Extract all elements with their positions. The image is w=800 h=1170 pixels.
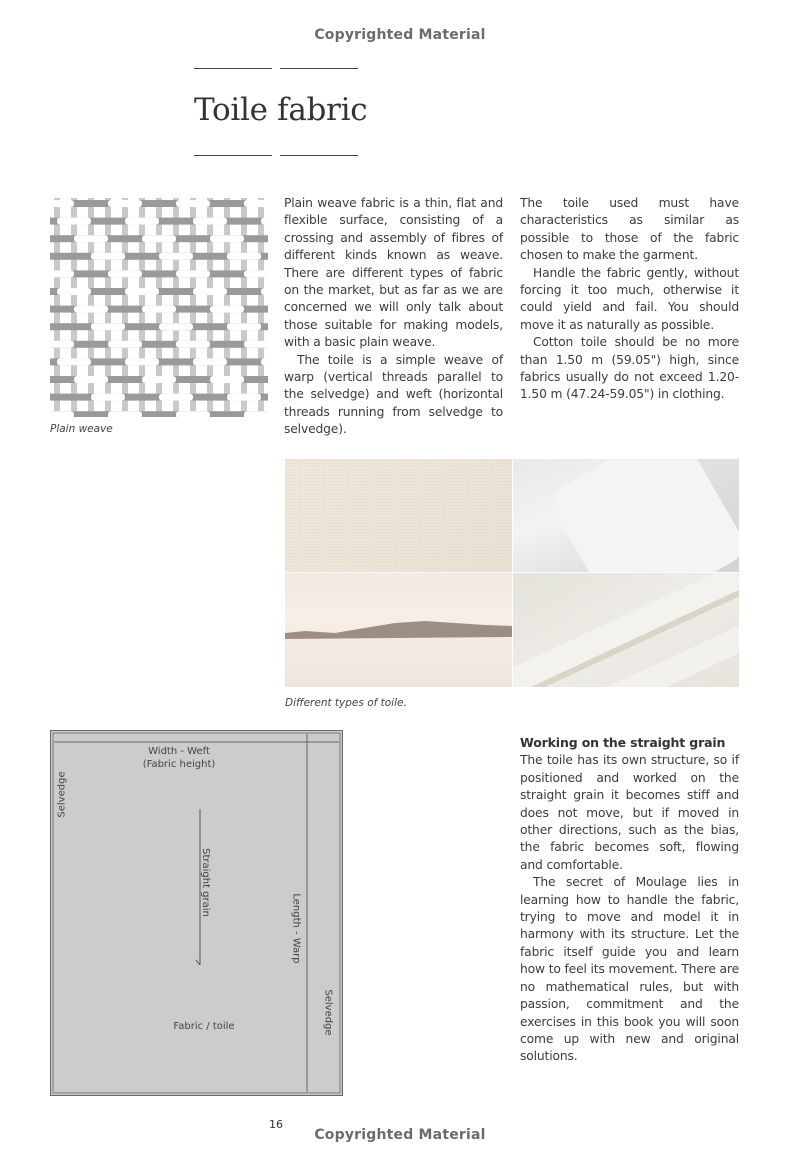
horizon-silhouette-icon — [285, 573, 512, 687]
photo-sheer-toile-backlit — [285, 573, 512, 687]
weft-float — [176, 341, 210, 348]
paragraph: Cotton toile should be no more than 1.50 m (59.05") high, since fabrics usually do not exceed 1.20-1.50 m (47.24-59.05") in clothing. — [520, 335, 739, 402]
weft-float — [108, 270, 142, 277]
photo-white-draped-toile — [513, 459, 739, 572]
weft-float — [159, 253, 193, 260]
weft-float — [142, 376, 176, 383]
weft-float — [142, 306, 176, 313]
weft-float — [193, 288, 227, 295]
plain-weave-pattern-icon — [50, 198, 268, 417]
weft-float — [261, 358, 268, 365]
plain-weave-caption: Plain weave — [50, 423, 113, 435]
photo-grid-caption: Different types of toile. — [285, 697, 407, 709]
weft-float — [91, 253, 125, 260]
weft-float — [125, 288, 159, 295]
paragraph: The toile used must have characteristics as similar as possible to those of the fabric chosen to make the garment. — [520, 196, 739, 263]
weft-float — [244, 411, 268, 417]
photo-beige-canvas-toile — [285, 459, 512, 572]
length-warp-label: Length - Warp — [290, 893, 302, 964]
weft-float — [176, 200, 210, 207]
page-title: Toile fabric — [194, 92, 368, 128]
weft-float — [57, 218, 91, 225]
weft-float — [210, 306, 244, 313]
photo-folded-cream-toile — [513, 573, 739, 687]
weft-float — [193, 358, 227, 365]
selvedge-right-label: Selvedge — [322, 989, 334, 1036]
plain-weave-figure — [50, 198, 268, 417]
weft-float — [74, 306, 108, 313]
weft-float — [210, 376, 244, 383]
page-number: 16 — [269, 1118, 283, 1131]
weft-float — [74, 235, 108, 242]
straight-grain-label: Straight grain — [199, 848, 211, 917]
weft-float — [50, 341, 74, 348]
width-weft-label: Width - Weft — [148, 746, 210, 757]
weft-float — [176, 270, 210, 277]
weft-float — [125, 358, 159, 365]
weft-float — [108, 341, 142, 348]
weft-float — [57, 288, 91, 295]
weft-float — [261, 288, 268, 295]
intro-column-2 — [520, 195, 739, 404]
fabric-grain-diagram — [50, 730, 343, 1096]
title-rule-top-left — [194, 68, 272, 69]
weft-thread — [50, 200, 268, 207]
weft-float — [57, 358, 91, 365]
copyright-header: Copyrighted Material — [314, 27, 486, 43]
weft-thread — [50, 411, 268, 417]
weft-float — [227, 253, 261, 260]
paragraph: The toile is a simple weave of warp (vertical threads parallel to the selvedge) and weft (horizontal threads running from selvedge to selvedge). — [284, 352, 503, 437]
fabric-height-label: (Fabric height) — [142, 759, 216, 770]
weft-float — [50, 200, 74, 207]
paragraph: The toile has its own structure, so if positioned and worked on the straight grain it becomes stiff and does not move, but if moved in other directions, such as the bias, the fabric becomes soft, flowing and comfortable. — [520, 753, 739, 872]
weft-float — [227, 323, 261, 330]
weft-float — [193, 218, 227, 225]
weft-float — [91, 323, 125, 330]
fabric-toile-label: Fabric / toile — [173, 1021, 235, 1032]
weft-float — [244, 341, 268, 348]
title-rule-bottom-right — [280, 155, 358, 156]
weft-float — [142, 235, 176, 242]
section-heading: Working on the straight grain — [520, 735, 726, 750]
weft-float — [261, 218, 268, 225]
weft-float — [210, 235, 244, 242]
weft-float — [108, 200, 142, 207]
weft-float — [159, 394, 193, 401]
weft-float — [227, 394, 261, 401]
weft-float — [244, 270, 268, 277]
selvedge-left-label: Selvedge — [56, 771, 68, 818]
title-rule-top-right — [280, 68, 358, 69]
paragraph: The secret of Moulage lies in learning how to handle the fabric, trying to move and model it in harmony with its structure. Let the fabric itself guide you and learn how to feel its movement. There are no mathematical rules, but with passion, commitment and the exercises in this book you will soon come up with new and original solutions. — [520, 875, 739, 1064]
weft-float — [159, 323, 193, 330]
straight-grain-section — [520, 734, 739, 1066]
paragraph: Plain weave fabric is a thin, flat and flexible surface, consisting of a crossing and assembly of fibres of different kinds known as weave. There are different types of fabric on the market, but as far as we are concerned we will only talk about those suitable for making models, with a basic plain weave. — [284, 196, 503, 350]
intro-column-1 — [284, 195, 503, 439]
straight-grain-arrow-head — [196, 960, 200, 965]
weft-float — [108, 411, 142, 417]
weft-float — [91, 394, 125, 401]
weft-float — [74, 376, 108, 383]
weft-float — [244, 200, 268, 207]
weft-float — [50, 270, 74, 277]
title-rule-bottom-left — [194, 155, 272, 156]
copyright-footer: Copyrighted Material — [314, 1127, 486, 1143]
paragraph: Handle the fabric gently, without forcing it too much, otherwise it could yield and fail. You should move it as naturally as possible. — [520, 265, 739, 332]
weft-thread — [50, 270, 268, 277]
weft-float — [176, 411, 210, 417]
weft-thread — [50, 341, 268, 348]
weft-float — [50, 411, 74, 417]
weft-float — [125, 218, 159, 225]
